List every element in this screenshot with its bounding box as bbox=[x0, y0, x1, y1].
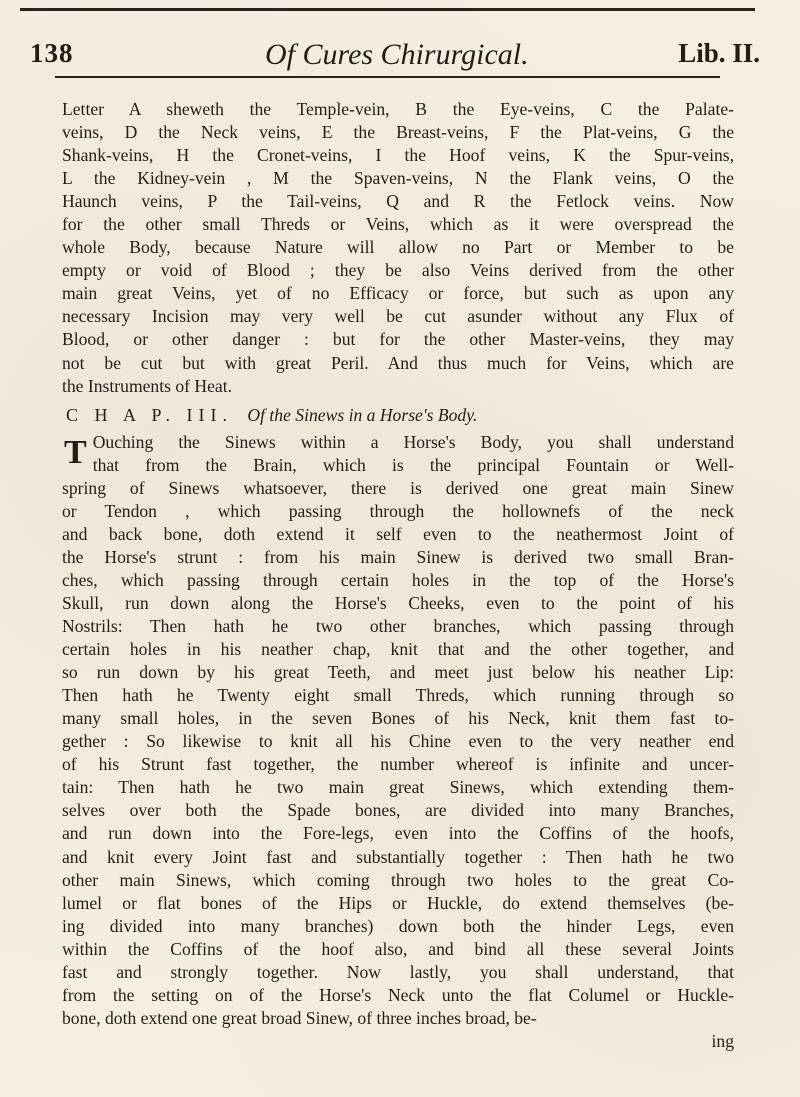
text-line: other main Sinews, which coming through two holes to the great Co- bbox=[62, 869, 734, 890]
text-line: from the setting on of the Horse's Neck unto the flat Columel or Huckle- bbox=[62, 984, 734, 1005]
text-line: veins, D the Neck veins, E the Breast-veins, F the Plat-veins, G the bbox=[62, 122, 734, 143]
paragraph-sinews bbox=[62, 431, 734, 1030]
text-line: main great Veins, yet of no Efficacy or force, but such as upon any bbox=[62, 283, 734, 304]
text-line: ches, which passing through certain holes in the top of the Horse's bbox=[62, 569, 734, 590]
running-head-title: Of Cures Chirurgical. bbox=[265, 38, 529, 71]
top-border-rule bbox=[20, 8, 755, 11]
text-line: gether : So likewise to knit all his Chine even to the very neather end bbox=[62, 731, 734, 752]
text-line: and knit every Joint fast and substantially together : Then hath he two bbox=[62, 846, 734, 867]
text-line: bone, doth extend one great broad Sinew, of three inches broad, be- bbox=[62, 1007, 537, 1028]
text-line: L the Kidney-vein , M the Spaven-veins, N the Flank veins, O the bbox=[62, 168, 734, 189]
text-line: selves over both the Spade bones, are divided into many Branches, bbox=[62, 800, 734, 821]
running-head bbox=[30, 38, 760, 78]
body-text bbox=[62, 98, 734, 1053]
text-line: certain holes in his neather chap, knit that and the other together, and bbox=[62, 639, 734, 660]
text-line: Then hath he Twenty eight small Threds, which running through so bbox=[62, 685, 734, 706]
text-line: Shank-veins, H the Cronet-veins, I the Hoof veins, K the Spur-veins, bbox=[62, 145, 734, 166]
text-line: of his Strunt fast together, the number whereof is infinite and uncer- bbox=[62, 754, 734, 775]
catchword: ing bbox=[711, 1030, 734, 1051]
text-line: lumel or flat bones of the Hips or Huckle, do extend themselves (be- bbox=[62, 892, 734, 913]
text-line: Ouching the Sinews within a Horse's Body, you shall understand bbox=[92, 431, 734, 452]
text-line: the Instruments of Heat. bbox=[62, 375, 233, 396]
paragraph-veins bbox=[62, 98, 734, 398]
text-line: tain: Then hath he two main great Sinews, which extending them- bbox=[62, 777, 734, 798]
text-line: and back bone, doth extend it self even to the neathermost Joint of bbox=[62, 523, 734, 544]
text-line: necessary Incision may very well be cut asunder without any Flux of bbox=[62, 306, 734, 327]
text-line: that from the Brain, which is the principal Fountain or Well- bbox=[92, 454, 734, 475]
text-line: many small holes, in the seven Bones of his Neck, knit them fast to- bbox=[62, 708, 734, 729]
page-number: 138 bbox=[30, 38, 74, 68]
text-line: Letter A sheweth the Temple-vein, B the Eye-veins, C the Palate- bbox=[62, 99, 734, 119]
text-line: for the other small Threds or Veins, which as it were overspread the bbox=[62, 214, 734, 235]
drop-cap-letter: T bbox=[64, 433, 87, 471]
book-reference: Lib. II. bbox=[678, 38, 760, 68]
chapter-label: C H A P. III. bbox=[66, 404, 234, 425]
chapter-title: Of the Sinews in a Horse's Body. bbox=[247, 404, 478, 425]
chapter-heading bbox=[62, 404, 734, 427]
text-line: the Horse's strunt : from his main Sinew is derived two small Bran- bbox=[62, 546, 734, 567]
text-line: Blood, or other danger : but for the other Master-veins, they may bbox=[62, 329, 734, 350]
text-line: spring of Sinews whatsoever, there is derived one great main Sinew bbox=[62, 477, 734, 498]
text-line: fast and strongly together. Now lastly, you shall understand, that bbox=[62, 961, 734, 982]
text-line: Haunch veins, P the Tail-veins, Q and R the Fetlock veins. Now bbox=[62, 191, 734, 212]
text-line: whole Body, because Nature will allow no Part or Member to be bbox=[62, 237, 734, 258]
text-line: Nostrils: Then hath he two other branches, which passing through bbox=[62, 616, 734, 637]
text-line: ing divided into many branches) down both the hinder Legs, even bbox=[62, 915, 734, 936]
text-line: within the Coffins of the hoof also, and bind all these several Joints bbox=[62, 938, 734, 959]
running-head-rule bbox=[55, 76, 720, 78]
text-line: not be cut but with great Peril. And thus much for Veins, which are bbox=[62, 352, 734, 373]
text-line: Skull, run down along the Horse's Cheeks, even to the point of his bbox=[62, 592, 734, 613]
text-line: so run down by his great Teeth, and meet just below his neather Lip: bbox=[62, 662, 734, 683]
text-line: or Tendon , which passing through the hollownefs of the neck bbox=[62, 500, 734, 521]
text-line: and run down into the Fore-legs, even into the Coffins of the hoofs, bbox=[62, 823, 734, 844]
text-line: empty or void of Blood ; they be also Veins derived from the other bbox=[62, 260, 734, 281]
